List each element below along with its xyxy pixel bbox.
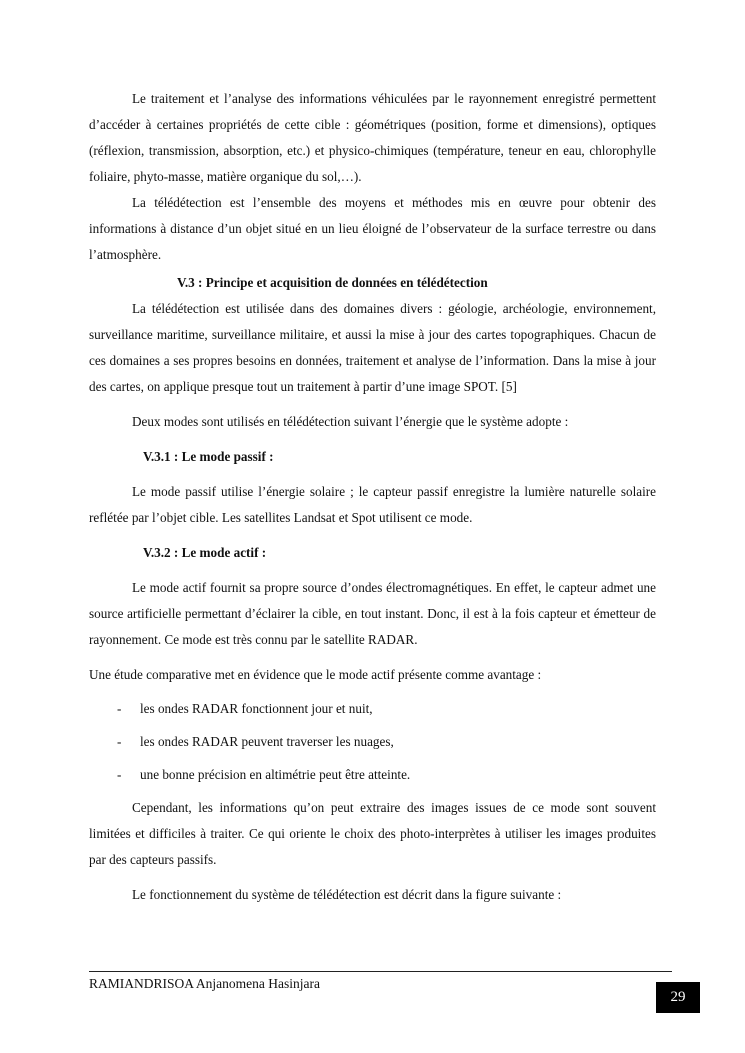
list-item (89, 762, 656, 788)
paragraph-mode-passif: Le mode passif utilise l’énergie solaire ; le capteur passif enregistre la lumière naturelle solaire reflétée par l’objet cible. Les satellites Landsat et Spot utilisent ce mode. (89, 484, 656, 525)
footer-author: RAMIANDRISOA Anjanomena Hasinjara (89, 976, 320, 991)
list-item-text: les ondes RADAR peuvent traverser les nuages, (140, 734, 394, 749)
section-heading-v3: V.3 : Principe et acquisition de données en télédétection (177, 275, 488, 290)
paragraph-etude-comparative: Une étude comparative met en évidence que le mode actif présente comme avantage : (89, 667, 542, 682)
footer-divider (89, 971, 672, 972)
paragraph-definition-teledetection: La télédétection est l’ensemble des moyens et méthodes mis en œuvre pour obtenir des informations à distance d’un objet situé en un lieu éloigné de l’observateur de la surface terrestre ou dans l’atmosphère. (89, 195, 656, 262)
list-item (89, 729, 656, 755)
paragraph-mode-actif: Le mode actif fournit sa propre source d’ondes électromagnétiques. En effet, le capteur admet une source artificielle permettant d’éclairer la cible, en tout instant. Donc, il est à la fois capteur et émetteur de rayonnement. Ce mode est très connu par le satellite RADAR. (89, 580, 656, 647)
section-heading-v32: V.3.2 : Le mode actif : (143, 545, 267, 560)
paragraph-traitement: Le traitement et l’analyse des informations véhiculées par le rayonnement enregistré permettent d’accéder à certaines propriétés de cette cible : géométriques (position, forme et dimensions), optiques (réflexion, transmission, absorption, etc.) et physico-chimiques (température, teneur en eau, chlorophylle foliaire, phyto-masse, matière organique du sol,…). (89, 91, 656, 184)
page-body (89, 86, 656, 908)
bullet-marker: - (117, 767, 122, 782)
section-heading-v31: V.3.1 : Le mode passif : (143, 449, 274, 464)
page-number-badge: 29 (656, 982, 700, 1013)
paragraph-domaines: La télédétection est utilisée dans des domaines divers : géologie, archéologie, environnement, surveillance maritime, surveillance militaire, et aussi la mise à jour des cartes topographiques. Chacun de ces domaines a ses propres besoins en données, traitement et analyse de l’information. Dans la mise à jour des cartes, on applique presque tout un traitement à partir d’une image SPOT. [5] (89, 301, 656, 394)
bullet-marker: - (117, 734, 122, 749)
paragraph-cependant: Cependant, les informations qu’on peut extraire des images issues de ce mode sont souvent limitées et difficiles à traiter. Ce qui oriente le choix des photo-interprètes à utiliser les images produites par des capteurs passifs. (89, 800, 656, 867)
paragraph-deux-modes: Deux modes sont utilisés en télédétection suivant l’énergie que le système adopte : (132, 414, 569, 429)
list-item-text: une bonne précision en altimétrie peut être atteinte. (140, 767, 411, 782)
paragraph-fonctionnement: Le fonctionnement du système de télédétection est décrit dans la figure suivante : (132, 887, 562, 902)
bullet-marker: - (117, 701, 122, 716)
list-item-text: les ondes RADAR fonctionnent jour et nuit, (140, 701, 373, 716)
list-item (89, 696, 656, 722)
advantages-list (89, 696, 656, 788)
